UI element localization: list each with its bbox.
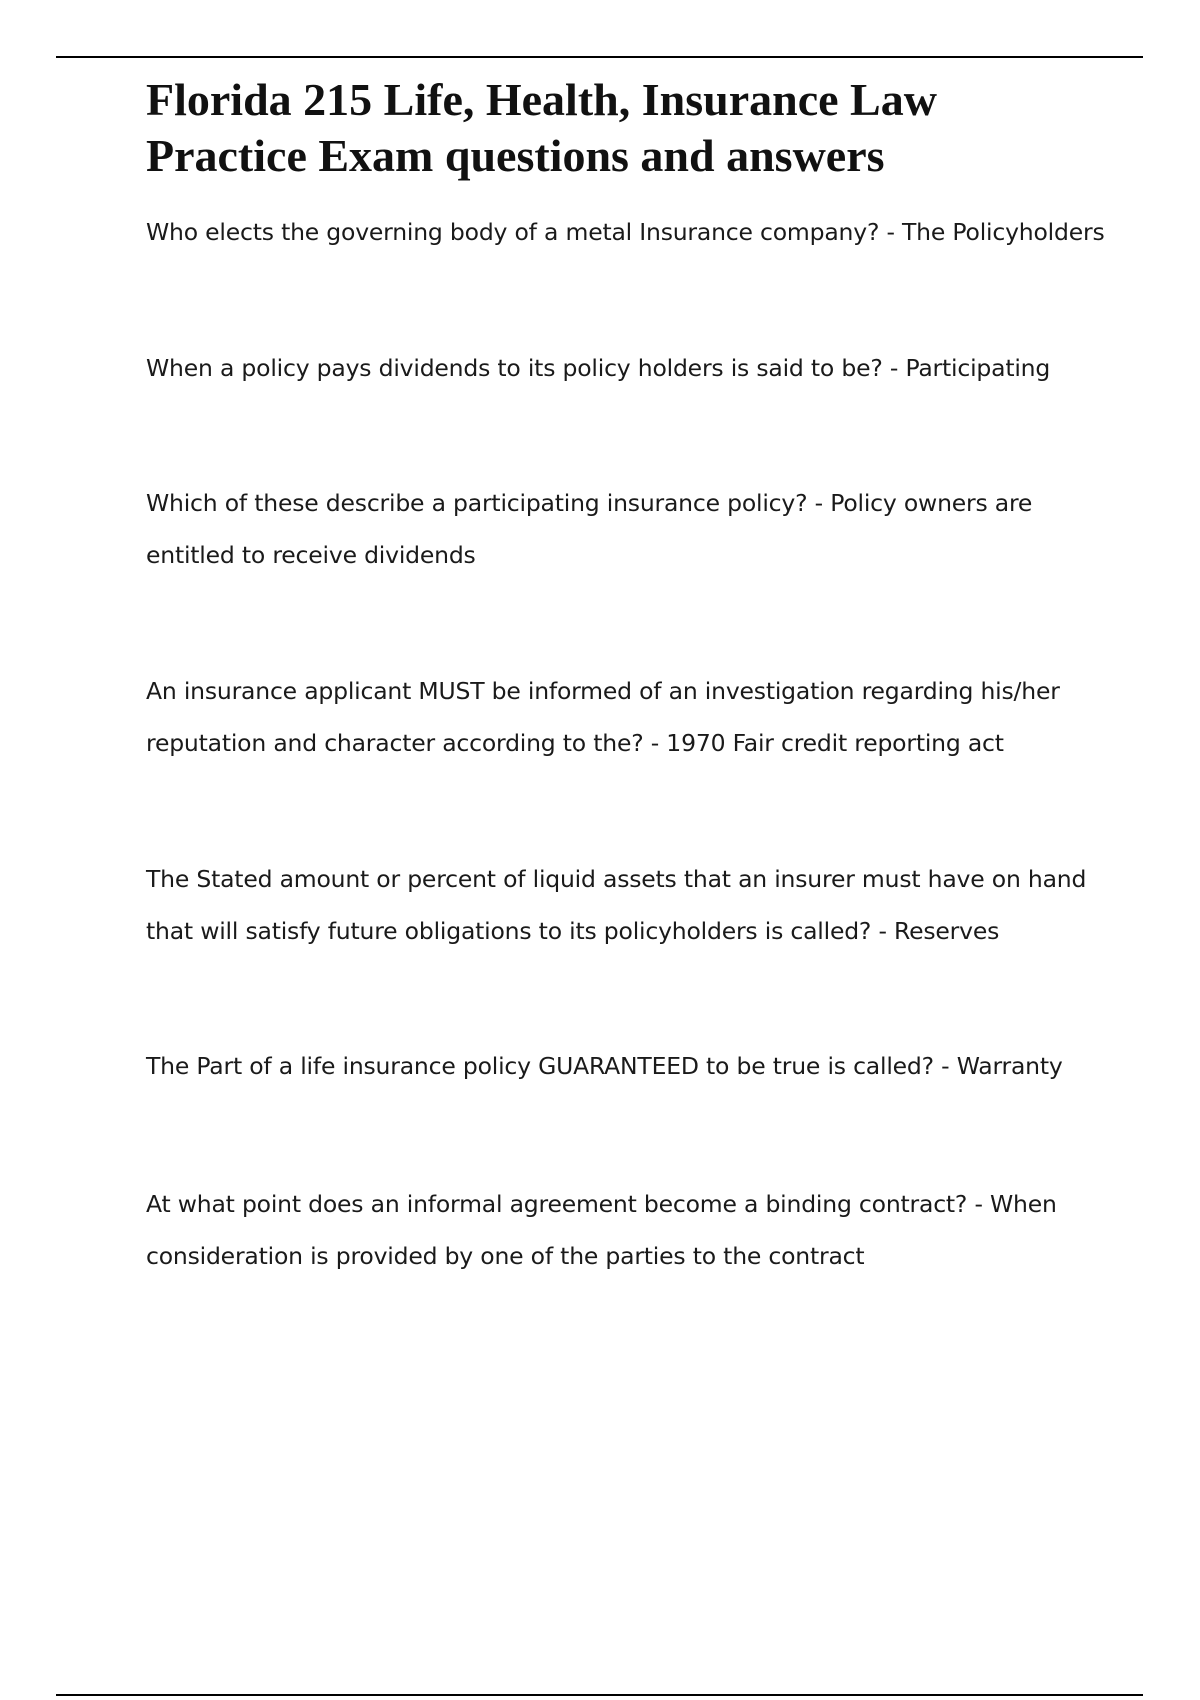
qa-item-6 [146,1040,1063,1092]
qa-item-3 [146,477,1032,581]
document-body [146,72,1106,1270]
qa-text: When a policy pays dividends to its policy holders is said to be? - Participating [146,354,1051,382]
qa-text: Who elects the governing body of a metal Insurance company? - The Policyholders [146,218,1105,246]
qa-text: entitled to receive dividends [146,541,476,569]
qa-item-7 [146,1178,1057,1282]
qa-text: that will satisfy future obligations to its policyholders is called? - Reserves [146,917,1000,945]
title-line-2: Practice Exam questions and answers [146,130,885,181]
qa-text: At what point does an informal agreement become a binding contract? - When [146,1190,1057,1218]
document-title [146,72,1106,184]
qa-item-5 [146,853,1086,957]
qa-text: The Part of a life insurance policy GUARANTEED to be true is called? - Warranty [146,1052,1063,1080]
qa-text: The Stated amount or percent of liquid assets that an insurer must have on hand [146,865,1087,893]
qa-text: consideration is provided by one of the parties to the contract [146,1242,865,1270]
qa-item-1 [146,206,1105,258]
qa-text: reputation and character according to the? - 1970 Fair credit reporting act [146,729,1004,757]
qa-text: Which of these describe a participating insurance policy? - Policy owners are [146,489,1033,517]
qa-item-2 [146,342,1050,394]
title-line-1: Florida 215 Life, Health, Insurance Law [146,74,937,125]
bottom-rule [56,1694,1143,1696]
qa-item-4 [146,665,1060,769]
qa-text: An insurance applicant MUST be informed of an investigation regarding his/her [146,677,1060,705]
top-rule [56,56,1143,58]
